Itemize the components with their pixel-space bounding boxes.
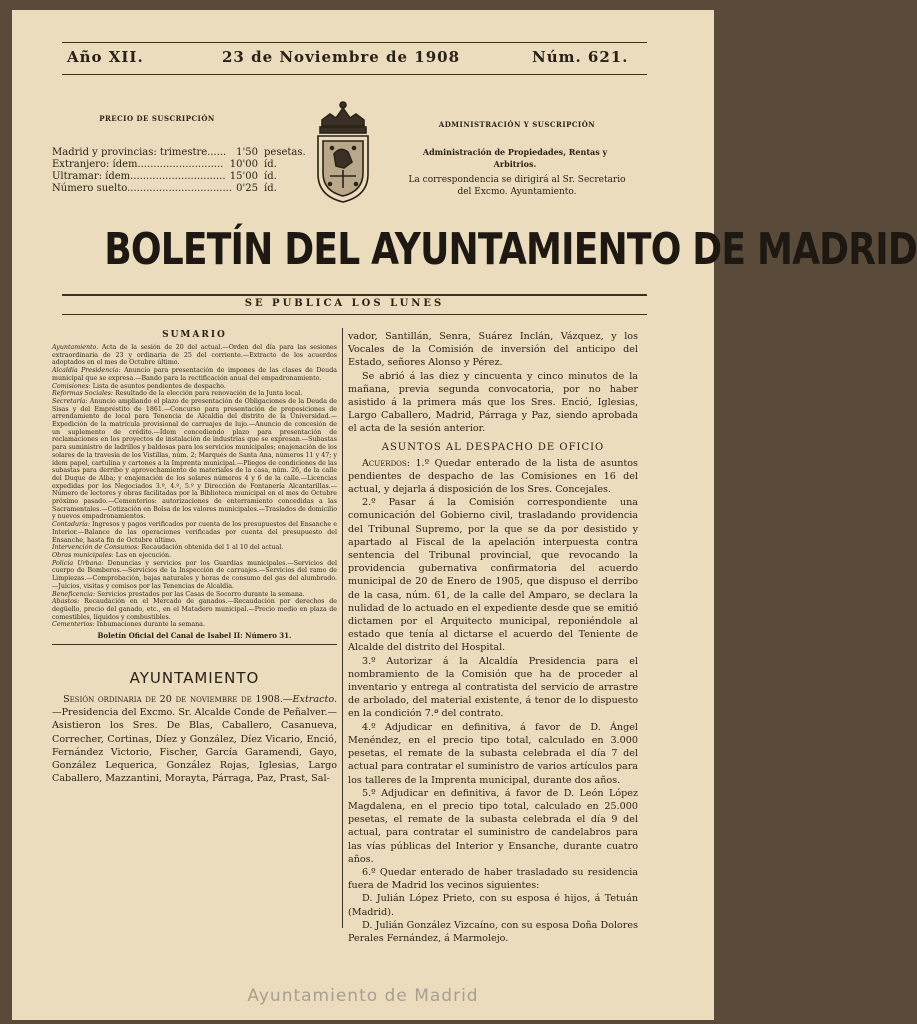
sumario-title: SUMARIO bbox=[162, 330, 227, 340]
sumario-footer: Boletín Oficial del Canal de Isabel II: Número 31. bbox=[97, 631, 292, 641]
publication-schedule: SE PUBLICA LOS LUNES bbox=[244, 298, 445, 309]
section-rule bbox=[52, 644, 337, 645]
resident-entry: D. Julián González Vizcaíno, con su esposa Doña Dolores Perales Fernández, á Marmolejo. bbox=[348, 919, 638, 944]
sumario-item: Ayuntamiento. Acta de la sesión de 20 del actual.—Orden del día para las sesiones extraordinaria de 23 y ordinaria de 25 del corriente.—Extracto de los acuerdos adoptados en el mes de Octubre último. bbox=[52, 344, 337, 367]
administration-note-1: La correspondencia se dirigirá al Sr. Secretario bbox=[408, 175, 626, 185]
sumario-item: Policía Urbana: Denuncias y servicios por los Guardias municipales.—Servicios del cuerpo de Bomberos.—Servicios de la Inspección de carruajes.—Servicios del ramo de Limpiezas.—Comprobación, bajas naturales y horas de consumo del gas del alumbrado.—Juicios, visitas y comisos por las Tenencias de Alcaldía. bbox=[52, 559, 337, 590]
sumario-item: Obras municipales: Las en ejecución. bbox=[52, 551, 172, 559]
sumario-item: Abastos: Recaudación en el Mercado de ganados.—Recaudación por derechos de degüello, precio del ganado, etc., en el Matadero municipal.—Precio medio en plaza de comestibles, líquidos y combustibles. bbox=[52, 598, 337, 621]
opening-paragraph: Se abrió á las diez y cincuenta y cinco minutos de la mañana, previa segunda convocatoria, por no haber asistido á la primera más que los Sres. Enció, Iglesias, Largo Caballero, Madrid, Párraga y Paz, siendo aprobada el acta de la sesión anterior. bbox=[348, 370, 638, 435]
price-row: Ultramar: ídem.............................. 15'00 íd. bbox=[52, 171, 277, 182]
left-column bbox=[52, 330, 337, 785]
agreement-item: 5.º Adjudicar en definitiva, á favor de D. León López Magdalena, en el precio tipo total, calculado en 25.000 pesetas, el remate de la subasta celebrada el día 9 del actual, para contratar el suministro de candelabros para las vías públicas del Interior y Ensanche, durante cuatro años. bbox=[348, 787, 638, 865]
resident-entry: D. Julián López Prieto, con su esposa é hijos, á Tetuán (Madrid). bbox=[348, 893, 638, 918]
session-paragraph: Sesión ordinaria de 20 de noviembre de 1908.—Extracto.—Presidencia del Excmo. Sr. Alcalde Conde de Peñalver.—Asistieron los Sres. De Blas, Caballero, Casanueva, Correcher, Cortinas, Díez y González, Díez Vicario, Enció, Fernández Victorio, Fischer, García Garamendi, Gayo, González Lequerica, González Rojas, Iglesias, Largo Caballero, Mazzantini, Morayta, Párraga, Paz, Prast, Sal- bbox=[52, 694, 337, 785]
attendees-continuation: vador, Santillán, Senra, Suárez Inclán, Vázquez, y los Vocales de la Comisión de inversión del anticipo del Estado, señores Alonso y Pérez. bbox=[348, 331, 638, 369]
header-rule bbox=[62, 74, 647, 75]
sumario-item: Reformas Sociales: Resultado de la elección para renovación de la Junta local. bbox=[52, 390, 303, 398]
agreement-item: Acuerdos: 1.º Quedar enterado de la lista de asuntos pendientes de despacho de las Comisiones en 16 del actual, y dejarla á disposición de los Sres. Concejales. bbox=[348, 457, 638, 496]
sumario-item: Alcaldía Presidencia: Anuncio para presentación de impones de las clases de Deuda municipal que se expresa.—Bando para la rectificación anual del empadronamiento. bbox=[52, 367, 337, 382]
ayuntamiento-title: AYUNTAMIENTO bbox=[129, 669, 260, 688]
agreement-item: 3.º Autorizar á la Alcaldía Presidencia para el nombramiento de la Comisión que ha de proceder al inventario y entrega al contratista del servicio de arrastre de arbolado, del material existente, á tenor de lo dispuesto en la condición 7.ª del contrato. bbox=[348, 655, 638, 720]
archive-watermark: Ayuntamiento de Madrid bbox=[247, 986, 479, 1006]
top-rule bbox=[62, 42, 647, 43]
sumario-item: Beneficencia: Servicios prestados por las Casas de Socorro durante la semana. bbox=[52, 590, 305, 598]
column-divider bbox=[342, 328, 343, 928]
price-row: Extranjero: ídem........................... 10'00 íd. bbox=[52, 159, 277, 170]
right-column bbox=[348, 330, 638, 945]
masthead-title: BOLETÍN DEL AYUNTAMIENTO DE MADRID bbox=[104, 224, 917, 275]
subscription-title: PRECIO DE SUSCRIPCIÓN bbox=[99, 114, 215, 123]
madrid-coat-of-arms-icon bbox=[310, 96, 376, 206]
price-row: Número suelto................................. 0'25 íd. bbox=[52, 183, 277, 194]
sumario-item: Intervención de Consumos: Recaudación obtenida del 1 al 10 del actual. bbox=[52, 544, 284, 552]
administration-office: Administración de Propiedades, Rentas y Arbitrios. bbox=[422, 147, 608, 169]
agreement-item: 6.º Quedar enterado de haber trasladado su residencia fuera de Madrid los vecinos siguientes: bbox=[348, 866, 638, 892]
masthead-rule bbox=[62, 294, 647, 296]
issue-date: 23 de Noviembre de 1908 bbox=[222, 48, 461, 66]
year-label: Año XII. bbox=[67, 48, 144, 66]
agreement-item: 2.º Pasar á la Comisión correspondiente una comunicación del Gobierno civil, trasladando providencia del Tribunal Supremo, por la que se da por desistido y apartado al Fiscal de la apelación interpuesta contra sentencia del Tribunal provincial, que revocando la providencia gubernativa confirmatoria del acuerdo municipal de 20 de Enero de 1905, que dispuso el derribo de la casa, núm. 61, de la calle del Amparo, se declara la nulidad de lo actuado en el expediente desde que se emitió dictamen por el Arquitecto municipal, reponiéndole al estado que tenía al dictarse el acuerdo del Teniente de Alcalde del distrito del Hospital. bbox=[348, 497, 638, 654]
sumario-item: Cementerios: Inhumaciones durante la semana. bbox=[52, 621, 205, 629]
sumario-item: Secretaría: Anuncio ampliando el plazo de presentación de Obligaciones de la Deuda de Sisas y del Empréstito de 1861.—Concurso para presentación de proposiciones de arrendamiento de local para Tenencia de Alcaldía del distrito de la Universidad.—Expedición de la matrícula provisional de carruajes de lujo.—Anuncio de concesión de un suplemento de crédito.—Ídem concediendo plazo para presentación de reclamaciones en los proyectos de instalación de industrias que se expresan.—Subastas para suministro de ladrillos y baldosas para los servicios municipales; enajenación de los solares de la travesía de los Vistillas, núm. 2; Marqués de Santa Ana, números 11 y 47; y ídem papel, cartulina y cartones a la Imprenta municipal.—Pliegos de condiciones de las subastas para derribo y aprovechamiento de materiales de la casa, núm. 26, de la calle del Duque de Alba; y enajenación de los solares números 4 y 6 de la calle.—Licencias expedidas por los Negociados 3.º, 4.º, 5.º y Dirección de Fontanería Alcantarillas.—Número de lectores y obras facilitadas por la Biblioteca municipal en el mes de Octubre próximo pasado.—Cementerios: autorizaciones de enterramiento concedidas a las Sacramentales.—Cotización en Bolsa de los valores municipales.—Traslados de domicilio y nuevos empadronamientos. bbox=[52, 397, 338, 521]
sumario-item: Contaduría: Ingresos y pagos verificados por cuenta de los presupuestos del Ensanche e Interior.—Balance de las operaciones verificadas por cuenta del presupuesto del Ensanche, hasta fin de Octubre último. bbox=[52, 521, 337, 544]
header-row bbox=[67, 48, 652, 74]
subscription-price-table bbox=[52, 147, 304, 195]
asuntos-title: ASUNTOS AL DESPACHO DE OFICIO bbox=[381, 441, 605, 453]
agreement-item: 4.º Adjudicar en definitiva, á favor de D. Ángel Menéndez, en el precio tipo total, calculado en 3.000 pesetas, el remate de la subasta celebrada el día 7 del actual para contratar el suministro de varios artículos para los talleres de la Imprenta municipal, durante dos años. bbox=[348, 721, 638, 786]
sumario-item: Comisiones: Lista de asuntos pendientes de despacho. bbox=[52, 382, 226, 390]
price-row: Madrid y provincias: trimestre...... 1'50 pesetas. bbox=[52, 147, 306, 158]
newspaper-page bbox=[12, 10, 917, 1020]
issue-number: Núm. 621. bbox=[532, 48, 629, 66]
publication-rule bbox=[62, 314, 647, 315]
administration-note-2: del Excmo. Ayuntamiento. bbox=[457, 187, 577, 197]
administration-title: ADMINISTRACIÓN Y SUSCRIPCIÓN bbox=[438, 120, 596, 129]
